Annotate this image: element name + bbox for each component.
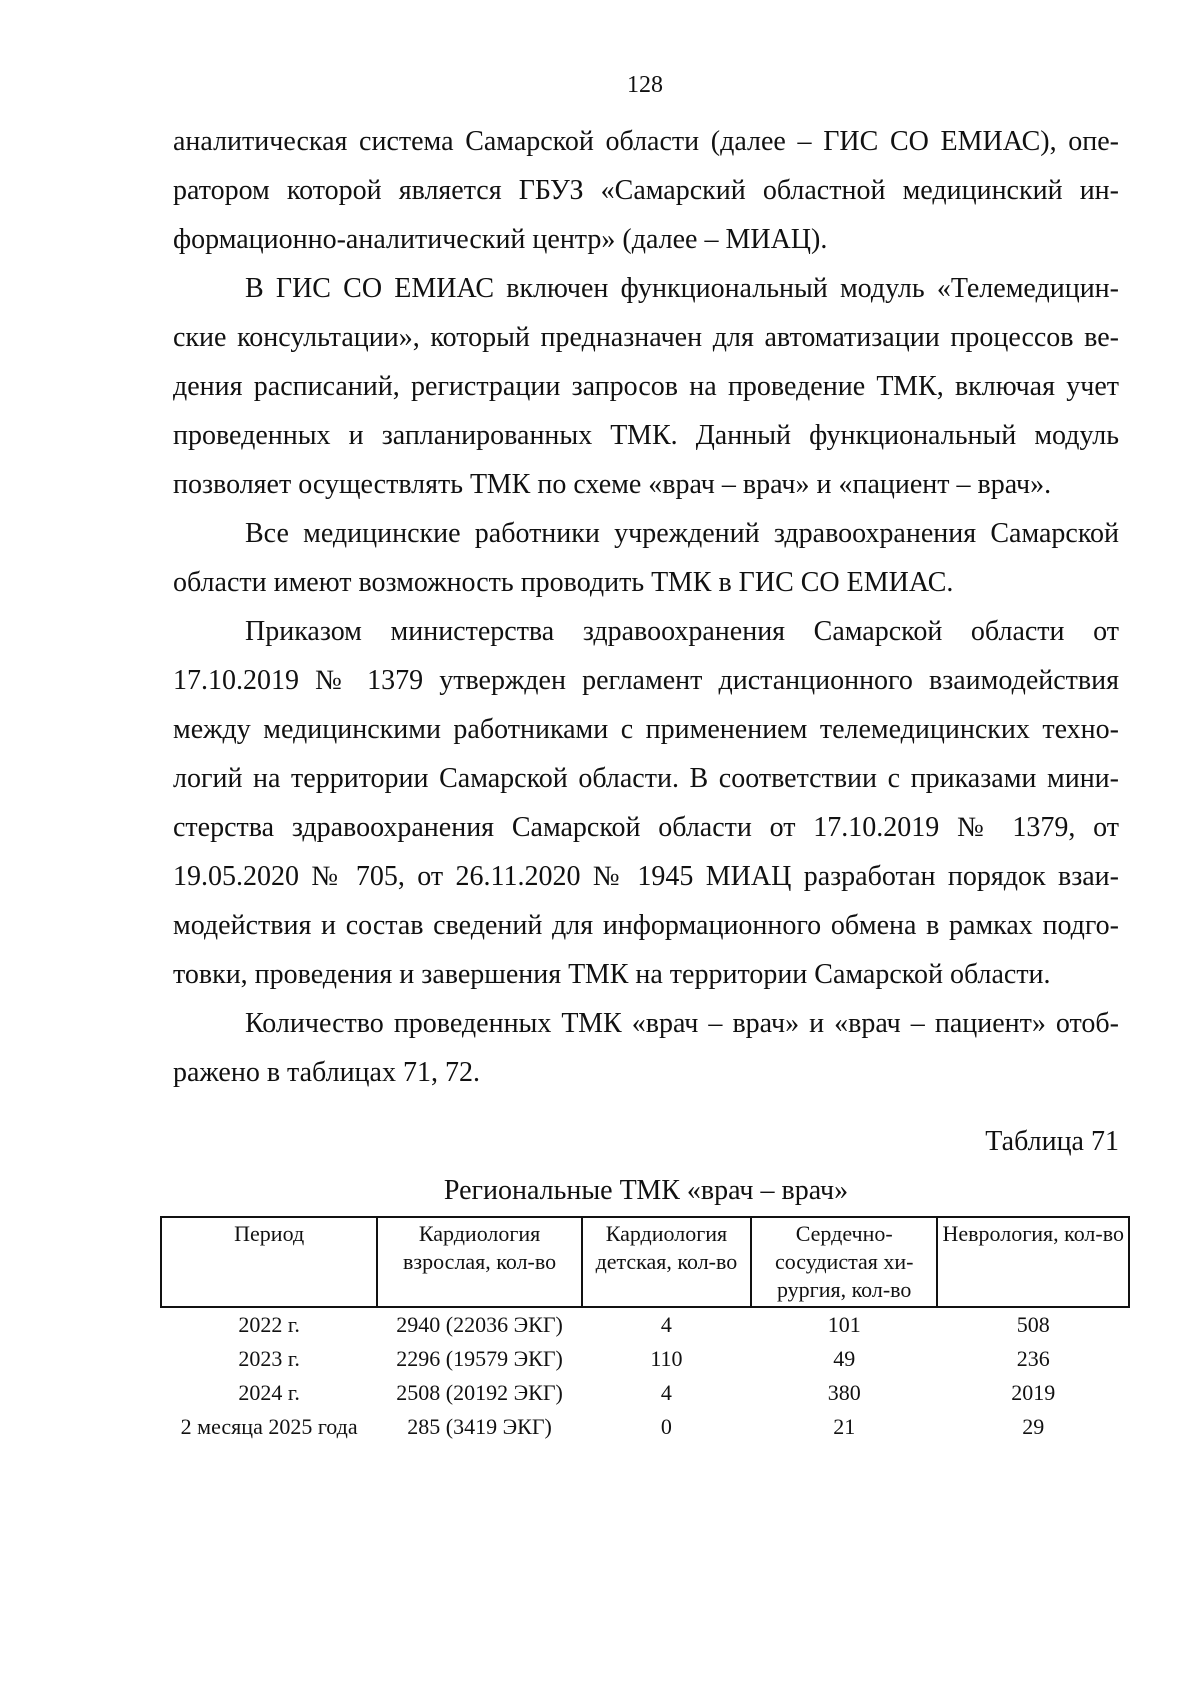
paragraph-5: Количество проведенных ТМК «врач – врач» и «врач – пациент» отображено в таблицах 71, 72.	[173, 1008, 1119, 1088]
table-label: Таблица 71	[985, 1126, 1119, 1157]
page-number: 128	[627, 72, 663, 98]
cell-cardiology-adult: 285 (3419 ЭКГ)	[407, 1414, 552, 1439]
paragraph-2: В ГИС СО ЕМИАС включен функциональный модуль «Телемедицинские консультации», который предназначен для автоматизации процессов ведения расписаний, регистрации запросов на проведение ТМК, включая учет проведенных и запланированных ТМК. Данный функциональный модуль позволяет осуществлять ТМК по схеме «врач – врач» и «пациент – врач».	[173, 273, 1119, 500]
paragraph-1: аналитическая система Самарской области (далее – ГИС СО ЕМИАС), оператором которой является ГБУЗ «Самарский областной медицинский информационно-аналитический центр» (далее – МИАЦ).	[173, 126, 1119, 255]
cell-cardiology-adult: 2940 (22036 ЭКГ)	[396, 1312, 563, 1337]
cell-neurology: 236	[1016, 1346, 1050, 1371]
header-cardiology-child: Кардиология детская, кол-во	[582, 1217, 751, 1307]
cell-cardiovascular-surgery: 21	[833, 1414, 856, 1439]
paragraph-4: Приказом министерства здравоохранения Самарской области от 17.10.2019 № 1379 утвержден регламент дистанционного взаимодействия между медицинскими работниками с применением телемедицинских технологий на территории Самарской области. В соответствии с приказами министерства здравоохранения Самарской области от 17.10.2019 № 1379, от 19.05.2020 № 705, от 26.11.2020 № 1945 МИАЦ разработан порядок взаимодействия и состав сведений для информационного обмена в рамках подготовки, проведения и завершения ТМК на территории Самарской области.	[173, 616, 1119, 990]
header-cardiology-adult: Кардиология взрослая, кол-во	[377, 1217, 582, 1307]
cell-cardiovascular-surgery: 101	[827, 1312, 861, 1337]
data-table	[160, 1216, 1130, 1444]
cell-cardiovascular-surgery: 380	[827, 1380, 861, 1405]
header-cardiovascular-surgery: Сердечно-сосудистая хи-рургия, кол-во	[751, 1217, 937, 1307]
paragraph-3: Все медицинские работники учреждений здравоохранения Самарской области имеют возможность проводить ТМК в ГИС СО ЕМИАС.	[173, 518, 1119, 598]
table-row	[161, 1410, 1129, 1444]
table-row	[161, 1307, 1129, 1342]
table-row	[161, 1376, 1129, 1410]
cell-cardiology-adult: 2296 (19579 ЭКГ)	[396, 1346, 563, 1371]
cell-cardiology-adult: 2508 (20192 ЭКГ)	[396, 1380, 563, 1405]
cell-cardiovascular-surgery: 49	[833, 1346, 856, 1371]
cell-period: 2024 г.	[238, 1380, 300, 1405]
header-neurology: Неврология, кол-во	[937, 1217, 1129, 1307]
cell-cardiology-child: 4	[660, 1312, 672, 1337]
cell-period: 2 месяца 2025 года	[180, 1414, 358, 1439]
document-body	[173, 117, 1119, 1233]
table-header-row	[161, 1217, 1129, 1307]
cell-neurology: 2019	[1011, 1380, 1056, 1405]
cell-cardiology-child: 0	[660, 1414, 672, 1439]
cell-cardiology-child: 110	[650, 1346, 683, 1371]
table-row	[161, 1342, 1129, 1376]
cell-neurology: 29	[1022, 1414, 1045, 1439]
cell-neurology: 508	[1016, 1312, 1050, 1337]
header-period: Период	[161, 1217, 377, 1307]
cell-period: 2023 г.	[238, 1346, 300, 1371]
cell-period: 2022 г.	[238, 1312, 300, 1337]
table-title: Региональные ТМК «врач – врач»	[443, 1175, 849, 1206]
cell-cardiology-child: 4	[660, 1380, 672, 1405]
